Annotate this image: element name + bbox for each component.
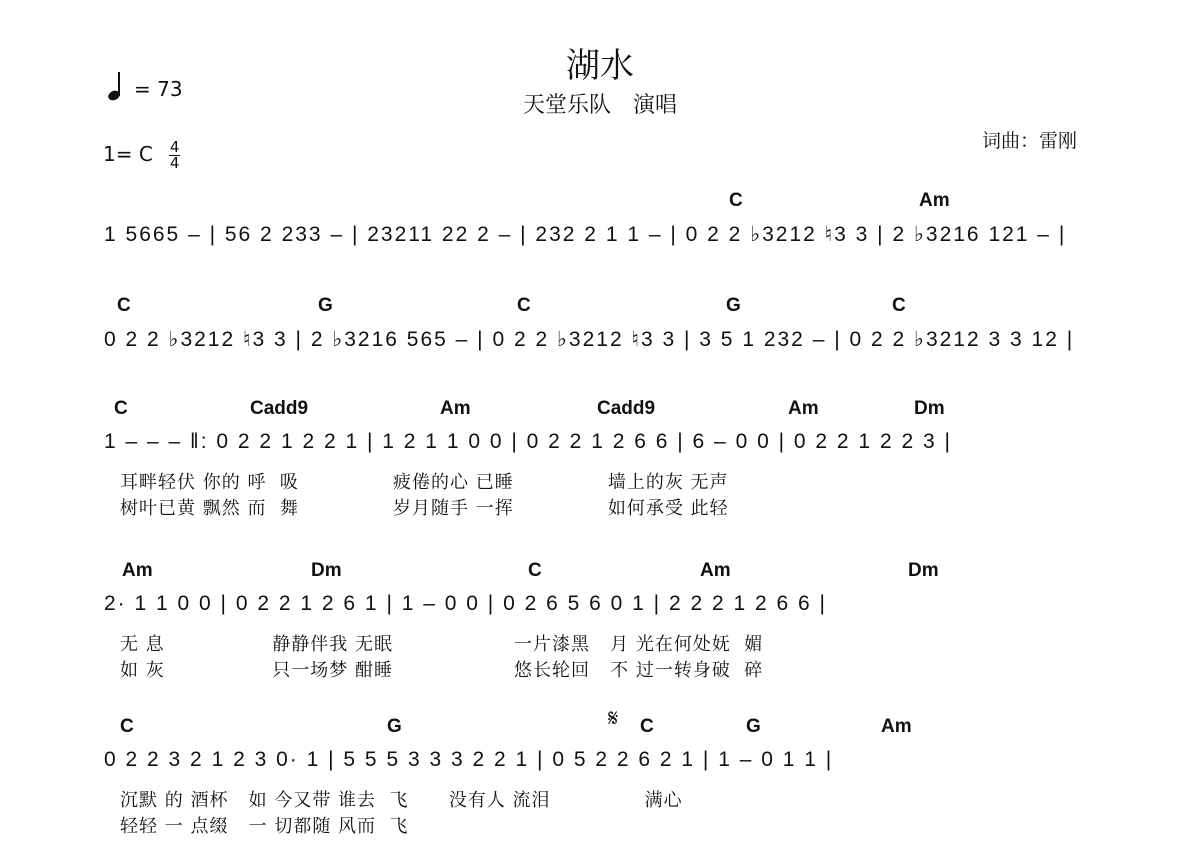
chord-symbol: C xyxy=(640,716,654,737)
chord-symbol: Dm xyxy=(914,398,945,419)
chord-symbol: G xyxy=(726,295,741,316)
performer-line: 天堂乐队 演唱 xyxy=(522,93,677,118)
time-top: 4 xyxy=(169,138,180,156)
chord-symbol: Dm xyxy=(908,560,939,581)
notation-line: 2· 1 1 0 0 | 0 2 2 1 2 6 1 | 1 – 0 0 | 0 2 6 5 6 0 1 | 2 2 2 1 2 6 6 | xyxy=(104,592,828,615)
chord-symbol: C xyxy=(114,398,128,419)
chord-symbol: C xyxy=(528,560,542,581)
chord-symbol: C xyxy=(892,295,906,316)
chord-symbol: Am xyxy=(788,398,819,419)
segno-icon: 𝄋 xyxy=(608,704,619,732)
chord-symbol: G xyxy=(387,716,402,737)
composer-credit: 词曲：雷刚 xyxy=(982,130,1078,152)
notation-line: 0 2 2 3 2 1 2 3 0· 1 | 5 5 5 3 3 3 2 2 1 | 0 5 2 2 6 2 1 | 1 – 0 1 1 | xyxy=(104,748,834,771)
notation-line: 1 5665 – | 56 2 233 – | 23211 22 2 – | 232 2 1 1 – | 0 2 2 ♭3212 ♮3 3 | 2 ♭3216 121 – | xyxy=(104,223,1067,246)
chord-symbol: Am xyxy=(919,190,950,211)
notation-line: 1 – – – ‖: 0 2 2 1 2 2 1 | 1 2 1 1 0 0 | 0 2 2 1 2 6 6 | 6 – 0 0 | 0 2 2 1 2 2 3 | xyxy=(104,430,952,453)
song-title: 湖水 xyxy=(566,46,634,86)
chord-symbol: Am xyxy=(700,560,731,581)
lyric-line: 无 息 静静伴我 无眠 一片漆黑 月 光在何处妩 媚 xyxy=(120,634,764,655)
lyric-line: 轻轻 一 点缀 一 切都随 风而 飞 xyxy=(120,816,409,837)
chord-symbol: Am xyxy=(122,560,153,581)
chord-symbol: Am xyxy=(881,716,912,737)
chord-symbol: C xyxy=(120,716,134,737)
tempo-value: = 73 xyxy=(134,77,183,101)
chord-symbol: G xyxy=(318,295,333,316)
time-bottom: 4 xyxy=(169,154,180,172)
chord-symbol: Cadd9 xyxy=(597,398,656,419)
time-signature xyxy=(169,140,180,171)
key-label: 1= C xyxy=(103,142,153,166)
lyric-line: 如 灰 只一场梦 酣睡 悠长轮回 不 过一转身破 碎 xyxy=(120,660,764,681)
chord-symbol: G xyxy=(746,716,761,737)
lyric-line: 树叶已黄 飘然 而 舞 岁月随手 一挥 如何承受 此轻 xyxy=(120,498,729,519)
chord-symbol: C xyxy=(729,190,743,211)
lyric-line: 沉默 的 酒杯 如 今又带 谁去 飞 没有人 流泪 满心 xyxy=(120,790,683,811)
chord-symbol: Am xyxy=(440,398,471,419)
chord-symbol: Dm xyxy=(311,560,342,581)
tempo-marking xyxy=(108,72,183,101)
key-signature xyxy=(103,140,180,171)
quarter-note-icon xyxy=(108,72,120,100)
chord-symbol: C xyxy=(117,295,131,316)
notation-line: 0 2 2 ♭3212 ♮3 3 | 2 ♭3216 565 – | 0 2 2 ♭3212 ♮3 3 | 3 5 1 232 – | 0 2 2 ♭3212 3 3 12 | xyxy=(104,328,1075,351)
lyric-line: 耳畔轻伏 你的 呼 吸 疲倦的心 已睡 墙上的灰 无声 xyxy=(120,472,729,493)
chord-symbol: C xyxy=(517,295,531,316)
chord-symbol: Cadd9 xyxy=(250,398,309,419)
